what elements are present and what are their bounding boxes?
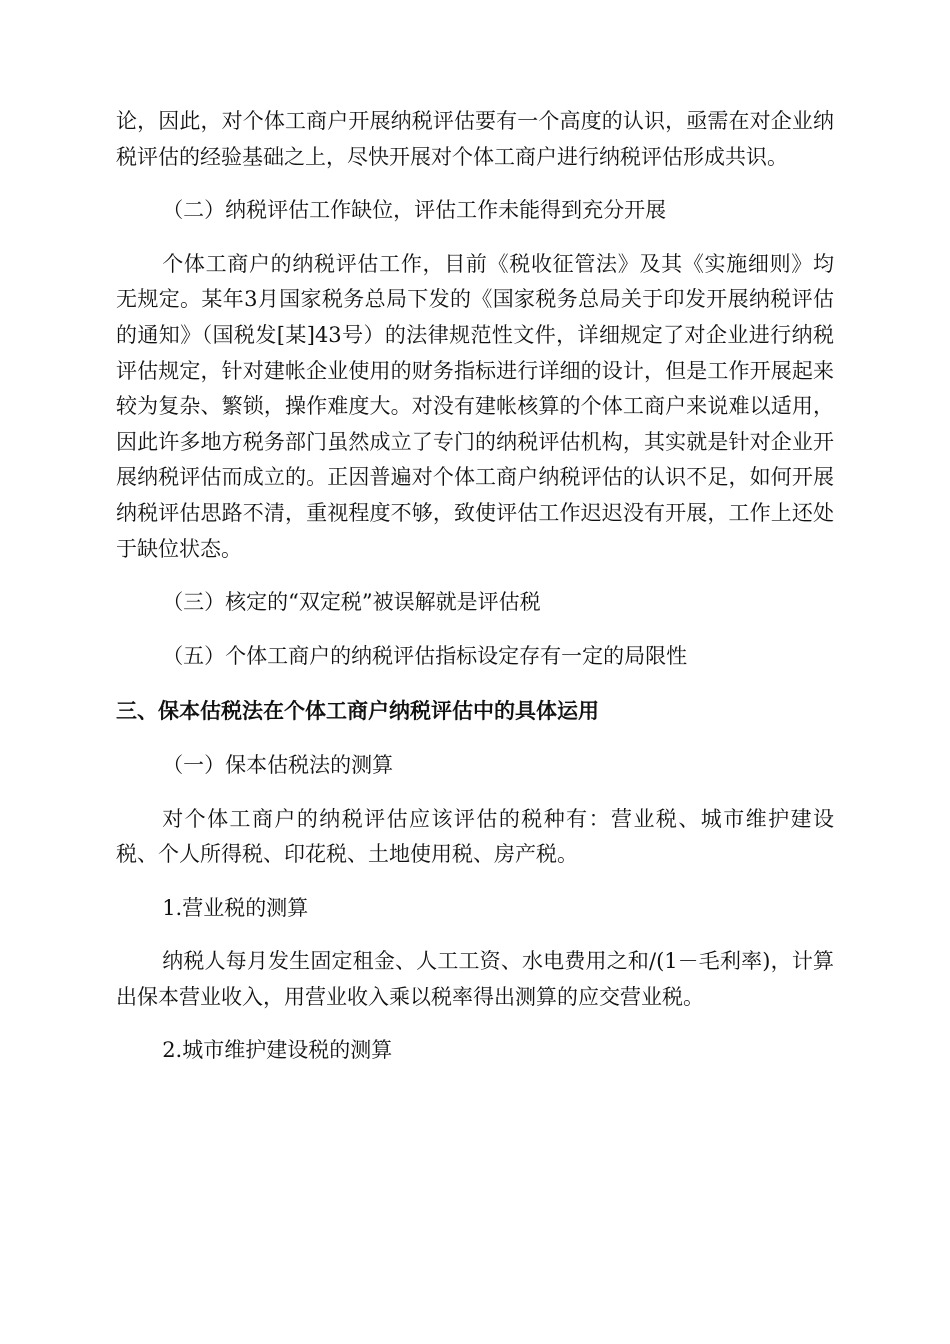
paragraph-body: 纳税人每月发生固定租金、人工工资、水电费用之和/(1－毛利率)，计算出保本营业收入，用营业收入乘以税率得出测算的应交营业税。 xyxy=(116,949,834,1009)
item-heading-2: 2.城市维护建设税的测算 xyxy=(162,1038,393,1063)
subsection-heading-3: （三）核定的“双定税”被误解就是评估税 xyxy=(162,590,541,615)
item-heading-1: 1.营业税的测算 xyxy=(162,895,309,920)
paragraph-body: 对个体工商户的纳税评估应该评估的税种有：营业税、城市维护建设税、个人所得税、印花税、土地使用税、房产税。 xyxy=(116,806,834,867)
paragraph-body: 个体工商户的纳税评估工作，目前《税收征管法》及其《实施细则》均无规定。某年3月国家税务总局下发的《国家税务总局关于印发开展纳税评估的通知》（国税发[某]43号）的法律规范性文件，详细规定了对企业进行纳税评估规定，针对建帐企业使用的财务指标进行详细的设计，但是工作开展起来较为复杂、繁锁，操作难度大。对没有建帐核算的个体工商户来说难以适用，因此许多地方税务部门虽然成立了专门的纳税评估机构，其实就是针对企业开展纳税评估而成立的。正因普遍对个体工商户纳税评估的认识不足，如何开展纳税评估思路不清，重视程度不够，致使评估工作迟迟没有开展，工作上还处于缺位状态。 xyxy=(116,251,834,561)
paragraph-continuation: 论，因此，对个体工商户开展纳税评估要有一个高度的认识，亟需在对企业纳税评估的经验基础之上，尽快开展对个体工商户进行纳税评估形成共识。 xyxy=(116,109,834,169)
section-heading: 三、保本估税法在个体工商户纳税评估中的具体运用 xyxy=(116,699,599,724)
subsection-heading-1: （一）保本估税法的测算 xyxy=(162,752,394,777)
subsection-heading-2: （二）纳税评估工作缺位，评估工作未能得到充分开展 xyxy=(162,198,667,223)
subsection-heading-5: （五）个体工商户的纳税评估指标设定存有一定的局限性 xyxy=(162,643,688,668)
document-page xyxy=(116,104,834,1069)
